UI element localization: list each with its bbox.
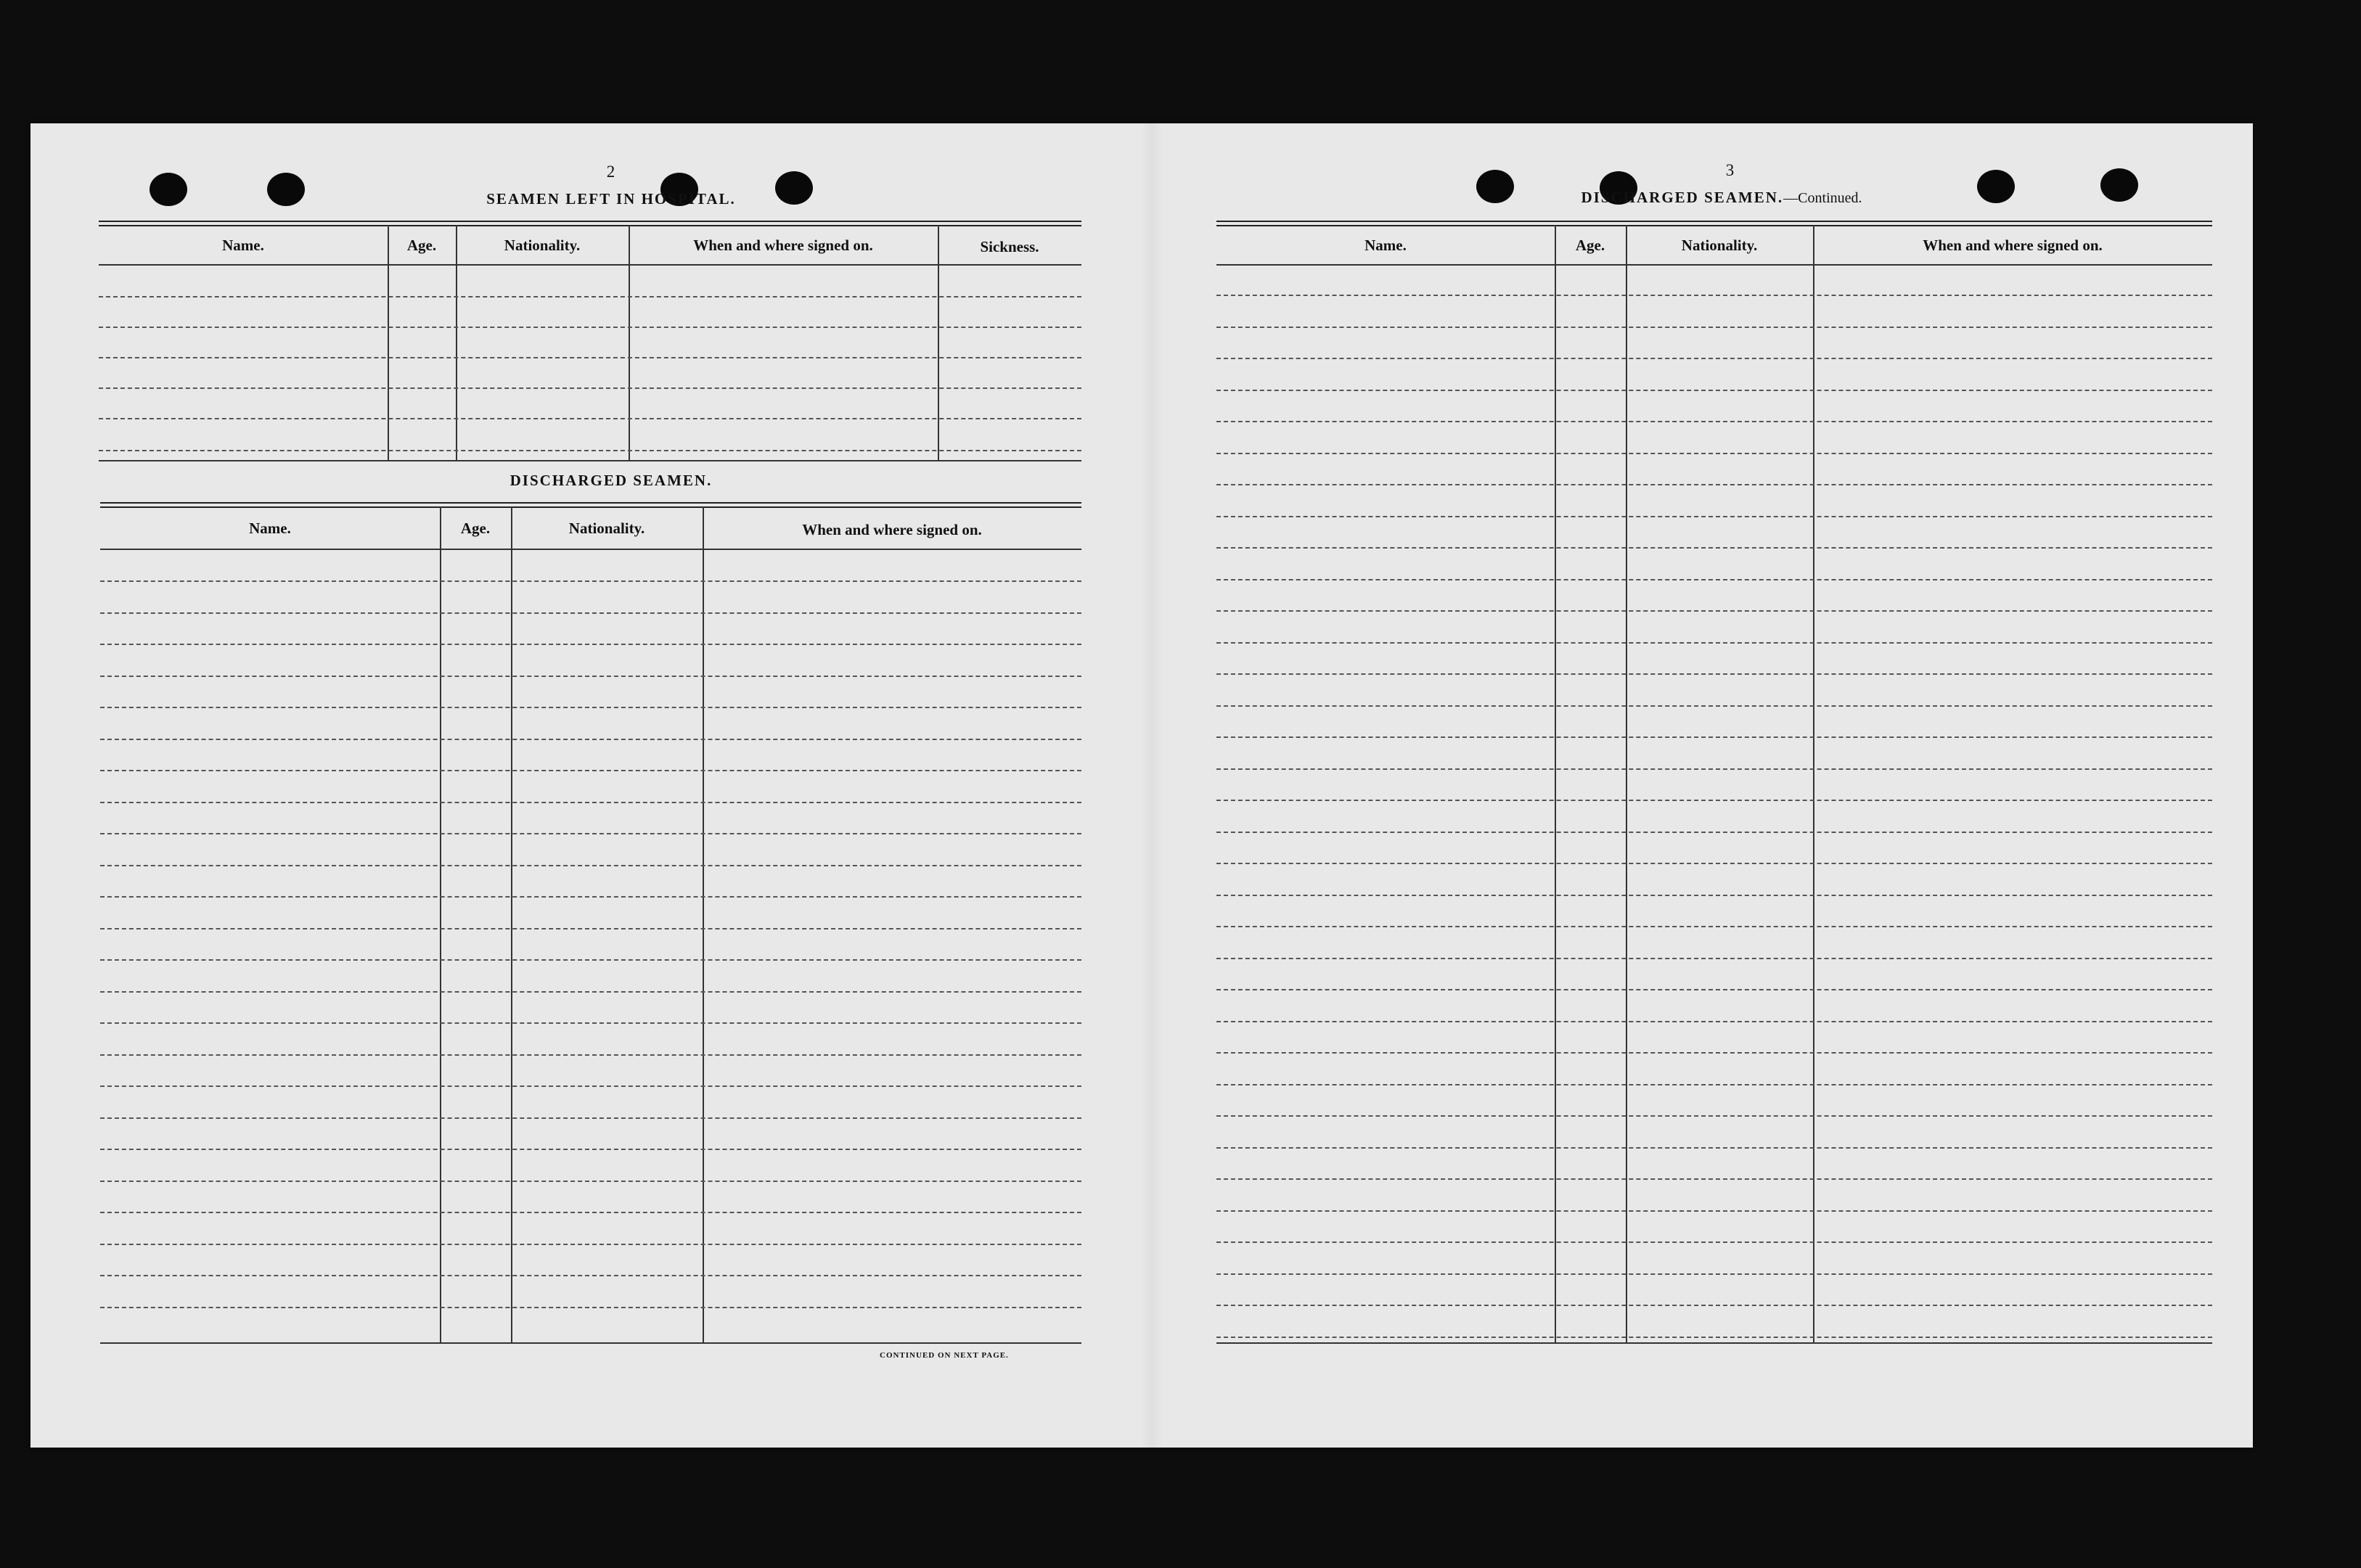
row-rule xyxy=(1216,1273,2212,1275)
row-rule xyxy=(100,991,1081,993)
row-rule xyxy=(100,612,1081,614)
row-rule xyxy=(1216,863,2212,864)
row-rule xyxy=(1216,1021,2212,1022)
row-rule xyxy=(100,1054,1081,1056)
column-header-signed-on: When and where signed on. xyxy=(802,521,982,538)
row-rule xyxy=(1216,484,2212,485)
row-rule xyxy=(1216,421,2212,422)
discharged-table-left xyxy=(100,502,1081,1344)
discharged-continued-title xyxy=(1504,189,1939,207)
row-rule xyxy=(1216,1305,2212,1306)
row-rule xyxy=(1216,673,2212,675)
row-rule xyxy=(100,802,1081,803)
column-header-nationality: Nationality. xyxy=(568,520,645,537)
punch-hole xyxy=(267,173,305,206)
column-header-signed-on: When and where signed on. xyxy=(1923,237,2103,254)
row-rule xyxy=(1216,1241,2212,1243)
row-rule xyxy=(100,770,1081,771)
row-rule xyxy=(1216,895,2212,896)
punch-hole xyxy=(1977,170,2015,203)
column-header-name: Name. xyxy=(222,237,264,254)
row-rule xyxy=(1216,989,2212,990)
row-rule xyxy=(1216,1337,2212,1338)
column-header-signed-on: When and where signed on. xyxy=(693,237,873,254)
column-header-name: Name. xyxy=(1364,237,1407,254)
row-rule xyxy=(1216,1115,2212,1117)
row-rule xyxy=(100,833,1081,834)
row-rule xyxy=(100,1212,1081,1213)
row-rule xyxy=(1216,832,2212,833)
continued-suffix: —Continued. xyxy=(1783,190,1862,206)
discharged-table-right xyxy=(1216,221,2212,1345)
hospital-section-title: SEAMEN LEFT IN HOSPITAL. xyxy=(486,190,736,208)
discharged-continued-title-main: DISCHARGED SEAMEN. xyxy=(1581,189,1784,206)
row-rule xyxy=(100,739,1081,740)
column-header-nationality: Nationality. xyxy=(504,237,581,254)
punch-hole xyxy=(2100,168,2138,202)
row-rule xyxy=(100,1244,1081,1245)
column-header-age: Age. xyxy=(1575,237,1605,254)
row-rule xyxy=(100,1117,1081,1119)
row-rule xyxy=(1216,1052,2212,1054)
center-fold xyxy=(1141,123,1163,1448)
row-rule xyxy=(100,707,1081,708)
column-header-sickness: Sickness. xyxy=(980,238,1039,255)
left-page-number: 2 xyxy=(606,163,616,181)
punch-hole xyxy=(150,173,187,206)
row-rule xyxy=(1216,958,2212,959)
row-rule xyxy=(1216,516,2212,517)
column-header-name: Name. xyxy=(249,520,291,537)
row-rule xyxy=(1216,768,2212,770)
row-rule xyxy=(1216,453,2212,454)
row-rule xyxy=(1216,295,2212,296)
row-rule xyxy=(1216,1210,2212,1212)
row-rule xyxy=(1216,800,2212,801)
row-rule xyxy=(100,580,1081,582)
row-rule xyxy=(100,959,1081,961)
row-rule xyxy=(1216,642,2212,644)
row-rule xyxy=(1216,705,2212,707)
row-rule xyxy=(1216,926,2212,927)
row-rule xyxy=(100,865,1081,866)
continued-footnote: CONTINUED ON NEXT PAGE. xyxy=(880,1351,1009,1360)
column-header-age: Age. xyxy=(460,520,491,537)
row-rule xyxy=(1216,736,2212,738)
row-rule xyxy=(100,1022,1081,1024)
row-rule xyxy=(100,644,1081,645)
row-rule xyxy=(100,928,1081,929)
right-page-number: 3 xyxy=(1725,161,1735,179)
row-rule xyxy=(100,1307,1081,1308)
row-rule xyxy=(100,1181,1081,1182)
hospital-table xyxy=(99,221,1081,467)
row-rule xyxy=(1216,547,2212,549)
row-rule xyxy=(1216,1178,2212,1180)
row-rule xyxy=(100,676,1081,677)
row-rule xyxy=(1216,390,2212,391)
discharged-section-title: DISCHARGED SEAMEN. xyxy=(510,472,713,489)
row-rule xyxy=(100,1275,1081,1276)
row-rule xyxy=(1216,579,2212,580)
row-rule xyxy=(1216,610,2212,612)
row-rule xyxy=(100,1085,1081,1087)
row-rule xyxy=(1216,358,2212,359)
row-rule xyxy=(1216,327,2212,328)
row-rule xyxy=(100,896,1081,898)
column-header-age: Age. xyxy=(406,237,437,254)
column-header-nationality: Nationality. xyxy=(1681,237,1758,254)
row-rule xyxy=(100,1149,1081,1150)
row-rule xyxy=(1216,1084,2212,1085)
row-rule xyxy=(1216,1147,2212,1149)
document-page-spread xyxy=(30,123,2253,1448)
